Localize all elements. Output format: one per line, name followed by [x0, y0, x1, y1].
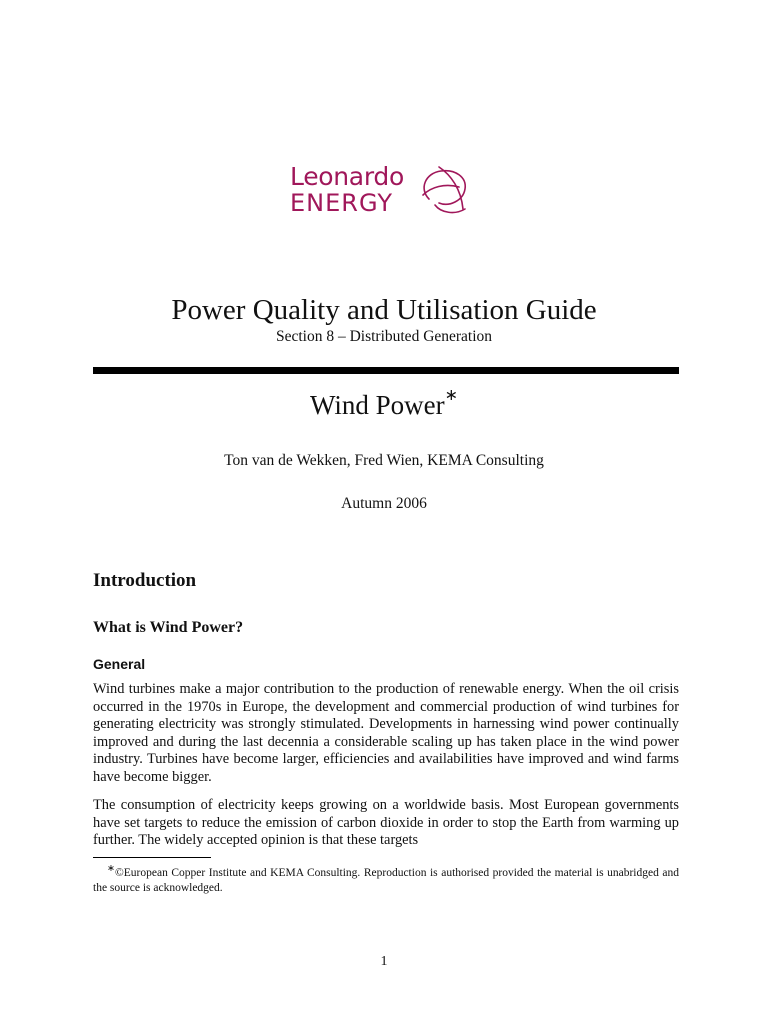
logo-line-leonardo: Leonardo	[290, 162, 404, 191]
leonardo-swirl-icon	[415, 165, 479, 219]
title-rule	[93, 367, 679, 374]
article-title	[0, 389, 768, 421]
footnote-marker: ∗	[107, 863, 116, 874]
document-subtitle: Section 8 – Distributed Generation	[275, 328, 493, 345]
footnote-text: European Copper Institute and KEMA Consulting. Reproduction is authorised provided the material is unabridged and the source is acknowledged.	[93, 866, 679, 894]
body-paragraph: The consumption of electricity keeps growing on a worldwide basis. Most European governments have set targets to reduce the emission of carbon dioxide in order to stop the Earth from warming up further. The widely accepted opinion is that these targets	[93, 797, 679, 849]
footnote	[93, 861, 679, 896]
page-number: 1	[380, 954, 388, 969]
section-heading-introduction: Introduction	[93, 570, 197, 591]
authors: Ton van de Wekken, Fred Wien, KEMA Consulting	[224, 452, 544, 469]
leonardo-energy-logo	[290, 163, 490, 223]
subsubsection-heading-general: General	[93, 656, 146, 672]
subsection-heading-what-is-wind-power: What is Wind Power?	[93, 619, 244, 636]
publication-date: Autumn 2006	[341, 495, 427, 512]
logo-line-energy: ENERGY	[290, 189, 394, 217]
footnote-rule	[93, 857, 211, 858]
article-title-text: Wind Power	[309, 390, 445, 420]
copyright-symbol: ©	[115, 866, 124, 879]
body-paragraph: Wind turbines make a major contribution to the production of renewable energy. When the oil crisis occurred in the 1970s in Europe, the development and commercial production of wind turbines for generating electricity was strongly stimulated. Developments in harnessing wind power continually improved and during the last decennia a considerable scaling up has taken place in the wind power industry. Turbines have become larger, efficiencies and availabilities have improved and wind farms have become bigger.	[93, 681, 679, 785]
title-footnote-marker[interactable]: ∗	[444, 387, 459, 404]
document-title: Power Quality and Utilisation Guide	[171, 294, 597, 326]
logo-wordmark	[290, 163, 404, 217]
